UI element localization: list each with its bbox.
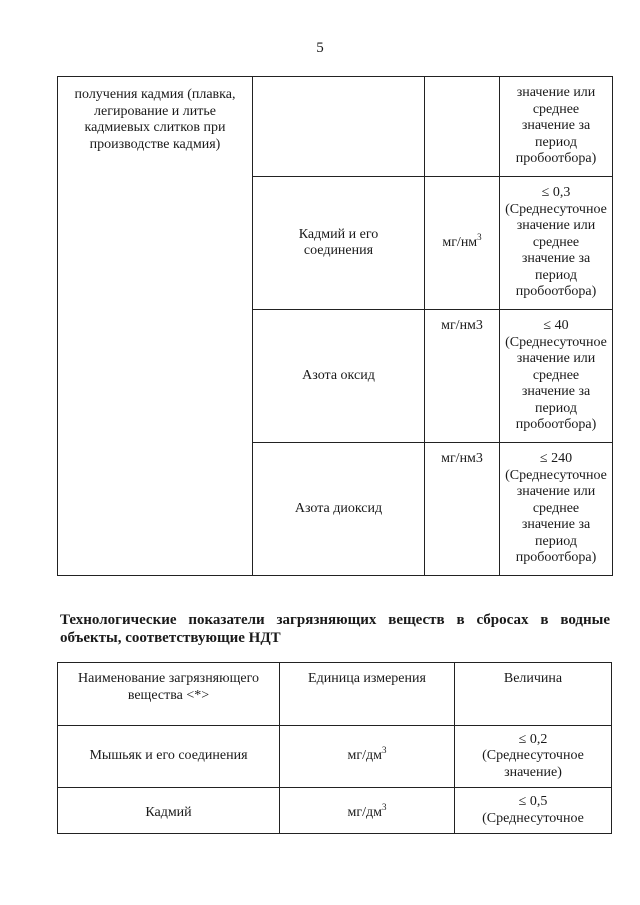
value-line: (Среднесуточное	[482, 810, 584, 826]
value-line: ≤ 0,3	[541, 185, 571, 200]
value-line: значение или	[516, 85, 596, 100]
header-substance	[58, 663, 280, 726]
value-line: пробоотбора)	[515, 550, 597, 565]
header-value	[455, 663, 612, 726]
header-unit-label: Единица измерения	[308, 671, 426, 686]
value-line: (Среднесуточное	[482, 748, 584, 764]
unit-superscript: 3	[381, 802, 387, 813]
unit-cell	[280, 726, 455, 788]
value-line: пробоотбора)	[515, 417, 597, 432]
value-line: значение за	[521, 517, 591, 532]
value-cell	[500, 310, 613, 443]
value-cell	[500, 177, 613, 310]
table-row	[58, 788, 612, 834]
header-value-label: Величина	[503, 671, 563, 686]
value-line: период	[535, 533, 577, 549]
unit-text: мг/дм	[347, 748, 382, 764]
value-line: среднее	[532, 367, 580, 383]
process-text: получения кадмия (плавка, легирование и литье кадмиевых слитков при производстве кадмия)	[74, 87, 236, 152]
table-row	[58, 726, 612, 788]
substance-cell	[253, 310, 425, 443]
value-line: период	[535, 267, 577, 283]
section-heading-line2: объекты, соответствующие НДТ	[60, 630, 281, 646]
value-line: ≤ 240	[539, 451, 573, 466]
value-line: значение или	[516, 218, 596, 233]
substance-cell	[253, 177, 425, 310]
substance-cell	[253, 443, 425, 576]
unit-cell	[425, 310, 500, 443]
unit-cell	[425, 177, 500, 310]
unit-text: мг/нм3	[441, 318, 483, 333]
unit-text: мг/нм	[442, 234, 478, 250]
discharge-table	[57, 662, 612, 834]
value-line: значение за	[521, 251, 591, 266]
value-line: среднее	[532, 500, 580, 516]
value-line: пробоотбора)	[515, 284, 597, 299]
unit-superscript: 3	[477, 231, 482, 242]
header-unit	[280, 663, 455, 726]
value-line: (Среднесуточное	[505, 467, 607, 483]
section-heading	[60, 611, 610, 647]
substance-name: Азота оксид	[302, 367, 375, 383]
unit-cell	[280, 788, 455, 834]
unit-cell	[425, 443, 500, 576]
value-line: пробоотбора)	[515, 151, 597, 166]
unit-cell	[425, 77, 500, 177]
process-cell	[58, 77, 253, 576]
section-heading-line1: Технологические показатели загрязняющих веществ в сбросах в водные	[60, 612, 610, 628]
substance-cell	[58, 726, 280, 788]
value-line: среднее	[532, 101, 580, 117]
unit-superscript: 3	[381, 745, 387, 756]
value-line: ≤ 0,5	[518, 794, 548, 809]
value-line: (Среднесуточное	[505, 334, 607, 350]
value-line: (Среднесуточное	[505, 201, 607, 217]
value-line: среднее	[532, 234, 580, 250]
value-line: значение)	[504, 764, 562, 780]
table-row	[58, 77, 613, 177]
value-line: значение за	[521, 384, 591, 399]
value-line: ≤ 0,2	[518, 731, 548, 747]
header-substance-label: Наименование загрязняющего вещества <*>	[78, 671, 259, 703]
substance-cell	[58, 788, 280, 834]
page-number: 5	[316, 40, 324, 56]
value-line: период	[535, 400, 577, 416]
unit-text: мг/нм3	[441, 451, 483, 466]
table-header-row	[58, 663, 612, 726]
value-line: период	[535, 134, 577, 150]
value-cell	[455, 788, 612, 834]
value-cell	[455, 726, 612, 788]
substance-name: Кадмий	[145, 805, 192, 821]
emissions-table	[57, 76, 613, 576]
substance-name: Мышьяк и его соединения	[89, 748, 248, 764]
value-cell	[500, 443, 613, 576]
value-line: значение или	[516, 351, 596, 366]
unit-text: мг/дм	[347, 805, 382, 821]
value-line: значение за	[521, 118, 591, 133]
substance-name: Азота диоксид	[294, 500, 383, 516]
substance-name: Кадмий и его соединения	[298, 226, 379, 258]
value-cell	[500, 77, 613, 177]
substance-cell	[253, 77, 425, 177]
value-line: ≤ 40	[543, 318, 569, 333]
value-line: значение или	[516, 484, 596, 499]
